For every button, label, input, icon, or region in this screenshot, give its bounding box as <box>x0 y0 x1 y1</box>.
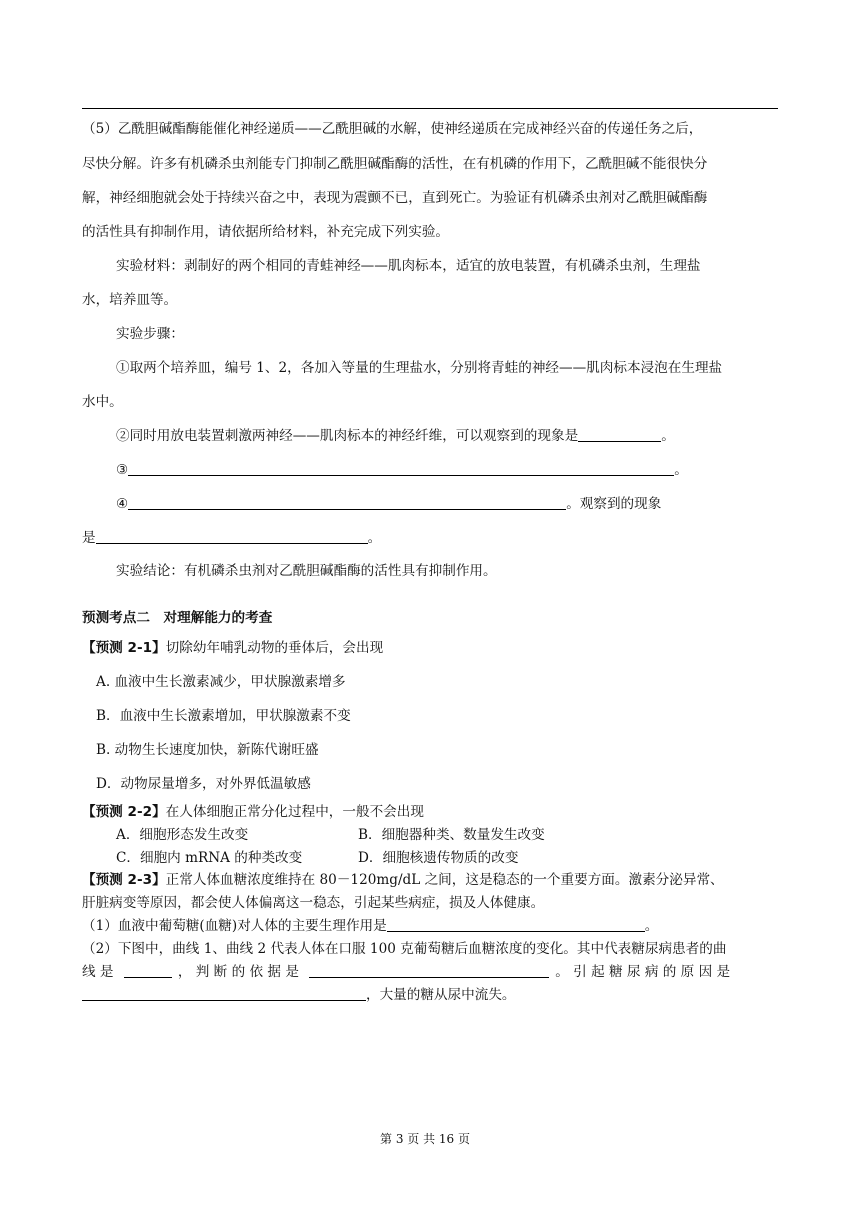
part-2-basis-label: ， 判 断 的 依 据 是 <box>177 964 299 980</box>
step-2-answer-blank[interactable] <box>578 426 661 442</box>
q5-line-3: 解，神经细胞就会处于持续兴奋之中，表现为震颤不已，直到死亡。为验证有机磷杀虫剂对乙酰胆碱酯酶 <box>82 190 708 206</box>
question-2-1 <box>82 636 383 656</box>
part-2-end: ，大量的糖从尿中流失。 <box>366 987 516 1003</box>
header-rule <box>82 108 778 109</box>
question-2-1-option-d[interactable]: D．动物尿量增多，对外界低温敏感 <box>96 776 311 792</box>
step-4-answer-blank[interactable] <box>128 494 566 510</box>
part-2-cause-blank[interactable] <box>82 985 366 1001</box>
step-3 <box>116 458 688 478</box>
step-4-observation-label: 是 <box>82 530 96 546</box>
step-2-text: ②同时用放电装置刺激两神经——肌肉标本的神经纤维，可以观察到的现象是 <box>116 428 579 444</box>
step-4-marker: ④ <box>116 496 129 512</box>
question-2-2-label: 【预测 2-2】 <box>82 804 166 820</box>
part-1-text: （1）血液中葡萄糖(血糖)对人体的主要生理作用是 <box>82 918 387 934</box>
question-2-3-stem-2: 肝脏病变等原因，都会使人体偏离这一稳态，引起某些病症，损及人体健康。 <box>82 895 545 911</box>
step-3-answer-blank[interactable] <box>128 460 674 476</box>
step-1-line-1: ①取两个培养皿，编号 1、2，各加入等量的生理盐水，分别将青蛙的神经——肌肉标本浸泡在生理盐 <box>116 360 723 376</box>
section-2-title: 预测考点二 对理解能力的考查 <box>82 610 273 626</box>
step-4-observation <box>82 526 381 546</box>
question-2-3-part-1 <box>82 914 658 934</box>
q5-line-4: 的活性具有抑制作用，请依据所给材料，补充完成下列实验。 <box>82 224 450 240</box>
question-2-3 <box>82 868 724 888</box>
step-1-line-2: 水中。 <box>82 394 123 410</box>
question-2-1-stem: 切除幼年哺乳动物的垂体后，会出现 <box>165 640 384 656</box>
step-4-observation-end: 。 <box>367 530 382 546</box>
q5-line-2: 尽快分解。许多有机磷杀虫剂能专门抑制乙酰胆碱酯酶的活性，在有机磷的作用下，乙酰胆碱不能很快分 <box>82 156 708 172</box>
question-2-3-label: 【预测 2-3】 <box>82 872 166 888</box>
question-2-1-option-c[interactable]: B. 动物生长速度加快，新陈代谢旺盛 <box>96 742 319 758</box>
page-number: 第 3 页 共 16 页 <box>380 1132 470 1146</box>
materials-line-2: 水，培养皿等。 <box>82 292 178 308</box>
materials-line-1: 实验材料：剥制好的两个相同的青蛙神经——肌肉标本，适宜的放电装置，有机磷杀虫剂，生理盐 <box>116 258 701 274</box>
step-4-end: 。观察到的现象 <box>566 496 662 512</box>
question-2-2-option-a[interactable]: A．细胞形态发生改变 <box>116 827 249 843</box>
question-2-1-option-a[interactable]: A. 血液中生长激素减少，甲状腺激素增多 <box>96 674 346 690</box>
question-2-3-part-2-line-2 <box>82 960 730 980</box>
question-2-2 <box>82 800 424 820</box>
conclusion: 实验结论：有机磷杀虫剂对乙酰胆碱酯酶的活性具有抑制作用。 <box>116 563 497 579</box>
part-2-cause-label: 。 引 起 糖 尿 病 的 原 因 是 <box>555 964 731 980</box>
question-2-2-option-c[interactable]: C．细胞内 mRNA 的种类改变 <box>116 850 303 866</box>
part-2-basis-blank[interactable] <box>309 962 549 978</box>
step-4 <box>116 492 661 512</box>
question-2-3-stem-1: 正常人体血糖浓度维持在 80－120mg/dL 之间，这是稳态的一个重要方面。激素分泌异常、 <box>165 872 724 888</box>
step-4-observation-blank[interactable] <box>96 528 368 544</box>
question-2-2-option-b[interactable]: B．细胞器种类、数量发生改变 <box>358 827 545 843</box>
part-2-curve-blank[interactable] <box>124 962 172 978</box>
part-1-end: 。 <box>644 918 659 934</box>
step-2-end: 。 <box>661 428 675 444</box>
part-1-answer-blank[interactable] <box>387 916 645 932</box>
question-2-1-option-b[interactable]: B．血液中生长激素增加，甲状腺激素不变 <box>96 708 351 724</box>
step-2 <box>116 424 675 444</box>
part-2-curve-label: 线 是 <box>82 964 114 980</box>
step-3-end: 。 <box>674 462 688 478</box>
question-2-2-stem: 在人体细胞正常分化过程中，一般不会出现 <box>165 804 424 820</box>
step-3-marker: ③ <box>116 462 129 478</box>
q5-line-1: （5）乙酰胆碱酯酶能催化神经递质——乙酰胆碱的水解，使神经递质在完成神经兴奋的传递任务之后， <box>82 121 703 137</box>
question-2-1-label: 【预测 2-1】 <box>82 640 166 656</box>
question-2-3-part-2-line-3 <box>82 983 516 1003</box>
question-2-2-option-d[interactable]: D．细胞核遗传物质的改变 <box>358 850 519 866</box>
question-2-3-part-2-line-1: （2）下图中，曲线 1、曲线 2 代表人体在口服 100 克葡萄糖后血糖浓度的变化。其中代表糖尿病患者的曲 <box>82 941 727 957</box>
steps-title: 实验步骤： <box>116 326 184 342</box>
